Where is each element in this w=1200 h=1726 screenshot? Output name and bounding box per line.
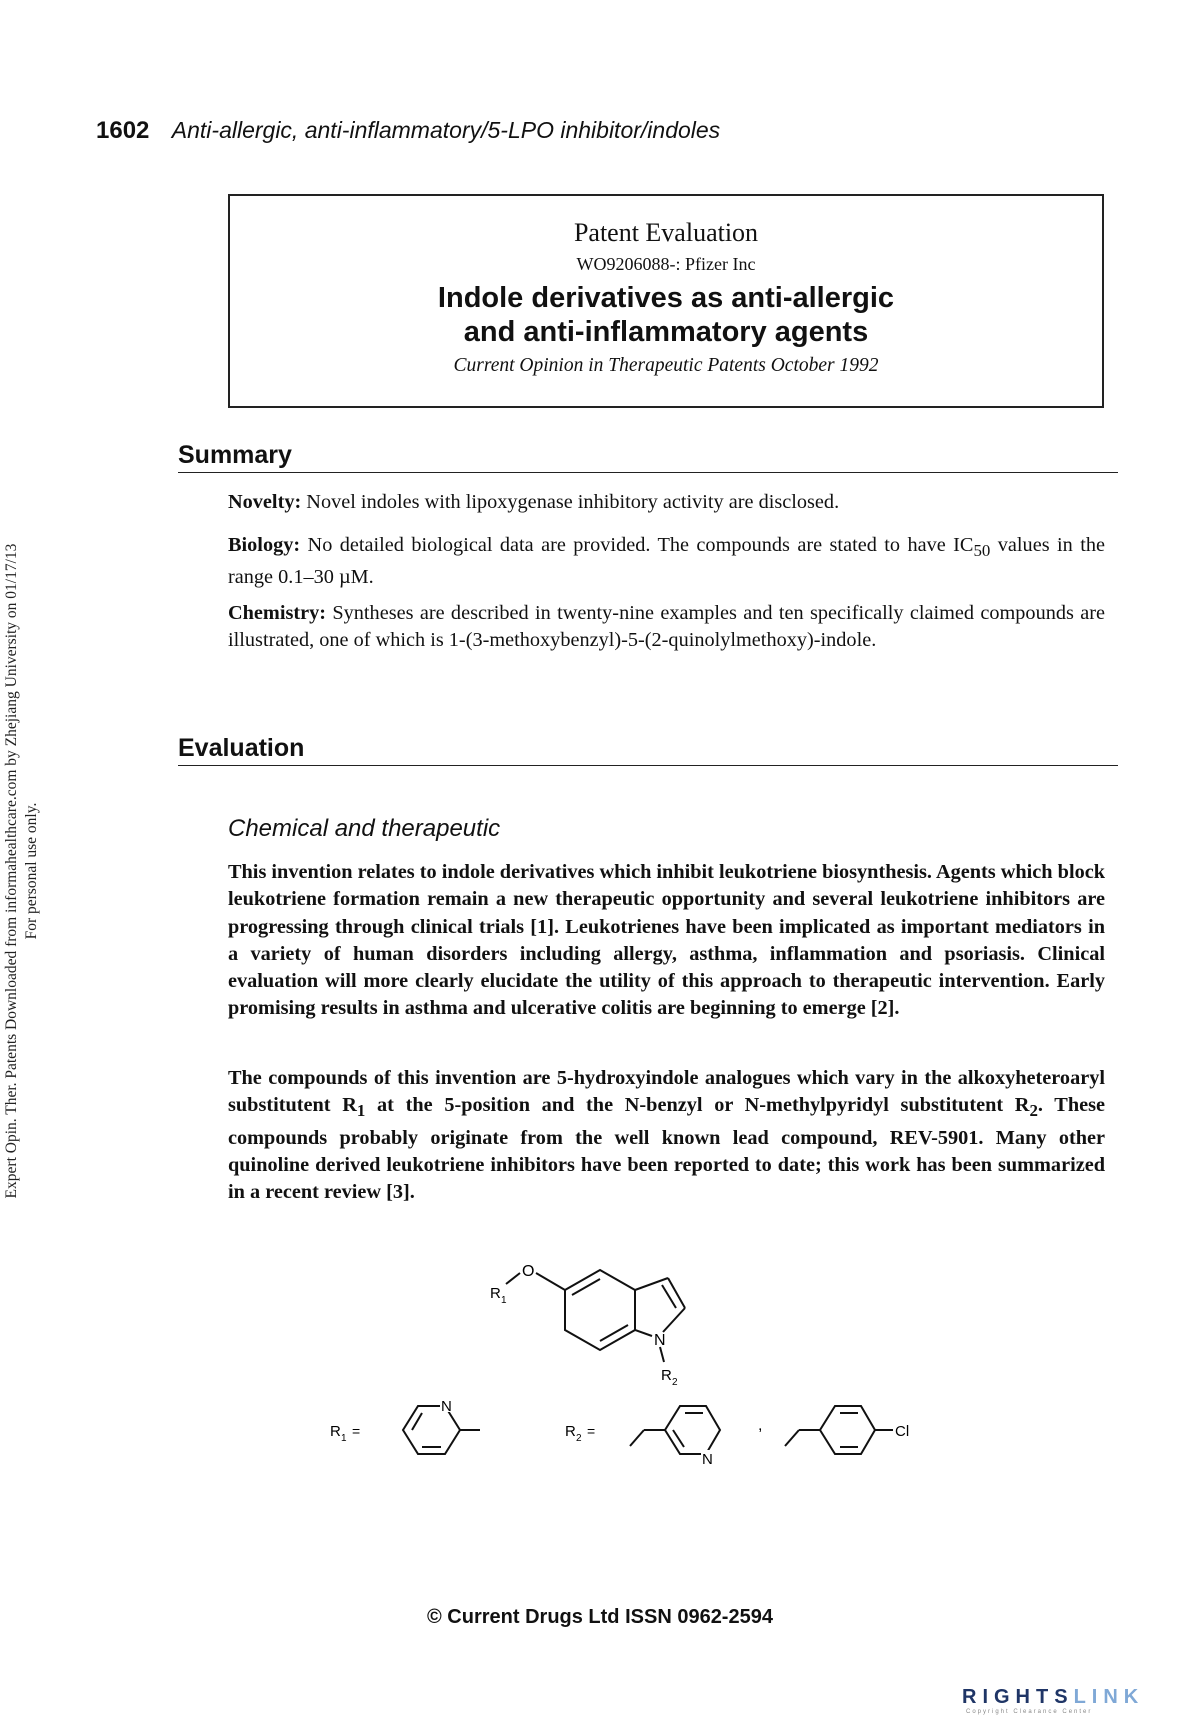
r2-separator: , [758, 1417, 763, 1434]
biology-paragraph [228, 532, 1105, 591]
para2-text-b: at the 5-position and the N-benzyl or N-methylpyridyl substitutent R [365, 1094, 1030, 1117]
indole-nitrogen: N [654, 1332, 666, 1349]
pyridylmethyl-ch2-a [630, 1430, 644, 1446]
running-title: Anti-allergic, anti-inflammatory/5-LPO inhibitor/indoles [171, 117, 721, 143]
pyrrole-bond-d [635, 1330, 652, 1336]
r1-definition-label: R [330, 1423, 341, 1440]
r1-subscript: 1 [356, 1101, 366, 1121]
r2-bottom-sub: 2 [672, 1377, 678, 1388]
copyright-footer: © Current Drugs Ltd ISSN 0962-2594 [427, 1606, 773, 1628]
r1-pyridine-nitrogen: N [441, 1398, 452, 1415]
chemical-therapeutic-subheading: Chemical and therapeutic [228, 815, 501, 842]
novelty-text: Novel indoles with lipoxygenase inhibitory activity are disclosed. [306, 491, 840, 513]
r1-definition-sub: 1 [341, 1433, 347, 1444]
r1-ring-double-1 [412, 1413, 422, 1430]
indole-double-bond-2 [600, 1325, 628, 1341]
r2-bottom-label: R [661, 1367, 672, 1384]
pyrrole-bond-c [663, 1308, 685, 1332]
nitrogen-r2-bond [660, 1347, 664, 1362]
r2-definition-label: R [565, 1423, 576, 1440]
rightslink-logo [962, 1686, 1145, 1715]
r1-top-label: R [490, 1285, 501, 1302]
novelty-label: Novelty: [228, 491, 302, 513]
biology-text-b: values in the range 0.1–30 µM. [228, 534, 1105, 589]
chemistry-paragraph [228, 600, 1105, 654]
running-header [96, 117, 720, 145]
novelty-paragraph [228, 489, 1105, 516]
article-title [230, 281, 1102, 349]
oxygen-r1-bond [506, 1273, 520, 1284]
r1-top-sub: 1 [501, 1295, 507, 1306]
biology-label: Biology: [228, 534, 301, 556]
box-kicker: Patent Evaluation [573, 218, 759, 247]
page-number: 1602 [96, 117, 150, 144]
chemistry-text: Syntheses are described in twenty-nine examples and ten specifically claimed compounds are illustrated, one of which is 1-(3-methoxybenzyl)-5-(2-quinolylmethoxy)-indole. [228, 602, 1105, 651]
r2-subscript: 2 [1029, 1101, 1038, 1121]
chemistry-label: Chemistry: [228, 602, 326, 624]
title-line-2: and anti-inflammatory agents [463, 316, 869, 348]
journal-citation: Current Opinion in Therapeutic Patents October 1992 [453, 355, 879, 376]
rightslink-link: LINK [1073, 1686, 1145, 1708]
evaluation-paragraph-2 [228, 1065, 1105, 1207]
indole-benzene-ring [565, 1270, 635, 1350]
para2-text-a: The compounds of this invention are 5-hydroxyindole analogues which vary in the alkoxyheteroaryl substitutent R [228, 1067, 1105, 1117]
summary-heading: Summary [178, 441, 1118, 473]
rightslink-rights: RIGHTS [962, 1686, 1074, 1708]
download-side-note [2, 506, 42, 1236]
side-note-line-1: Expert Opin. Ther. Patents Downloaded from informahealthcare.com by Zhejiang University on 01/17/13 [3, 543, 20, 1199]
evaluation-paragraph-1: This invention relates to indole derivatives which inhibit leukotriene biosynthesis. Agents which block leukotriene formation remain a new therapeutic opportunity and several leukotriene inhibitors are progressing through clinical trials [1]. Leukotrienes have been implicated as important mediators in a variety of human disorders including allergy, asthma, inflammation and psoriasis. Clinical evaluation will more clearly elucidate the utility of this approach to therapeutic intervention. Early promising results in asthma and ulcerative colitis are beginning to emerge [2]. [228, 861, 1105, 1020]
title-line-1: Indole derivatives as anti-allergic [437, 282, 895, 314]
pyridylmethyl-nitrogen: N [702, 1451, 713, 1468]
evaluation-heading: Evaluation [178, 734, 1118, 766]
r2-definition-sub: 2 [576, 1433, 582, 1444]
side-note-line-2: For personal use only. [23, 802, 40, 940]
chlorobenzyl-group [785, 1406, 893, 1454]
ic50-subscript: 50 [973, 541, 991, 561]
chlorine-atom: Cl [895, 1423, 910, 1440]
pyridylmethyl-group [630, 1406, 720, 1454]
r1-equals: = [352, 1423, 361, 1439]
rightslink-subtitle: Copyright Clearance Center [966, 1709, 1093, 1715]
patent-number: WO9206088-: Pfizer Inc [576, 254, 756, 274]
biology-text-a: No detailed biological data are provided. The compounds are stated to have IC [307, 534, 974, 556]
chemical-structure-diagram [300, 1240, 980, 1480]
chlorobenzyl-ch2-a [785, 1430, 799, 1446]
title-box [228, 194, 1104, 408]
pyrrole-bond-b [668, 1278, 685, 1308]
indole-double-bond-1 [572, 1279, 600, 1295]
para2-text-c: . These compounds probably originate from the well known lead compound, REV-5901. Many other quinoline derived leukotriene inhibitors have been reported to date; this work has been summarized in a recent review [3]. [228, 1094, 1105, 1204]
r2-equals: = [587, 1423, 596, 1439]
c5-oxygen-bond [536, 1273, 565, 1290]
oxygen-atom: O [522, 1263, 535, 1280]
